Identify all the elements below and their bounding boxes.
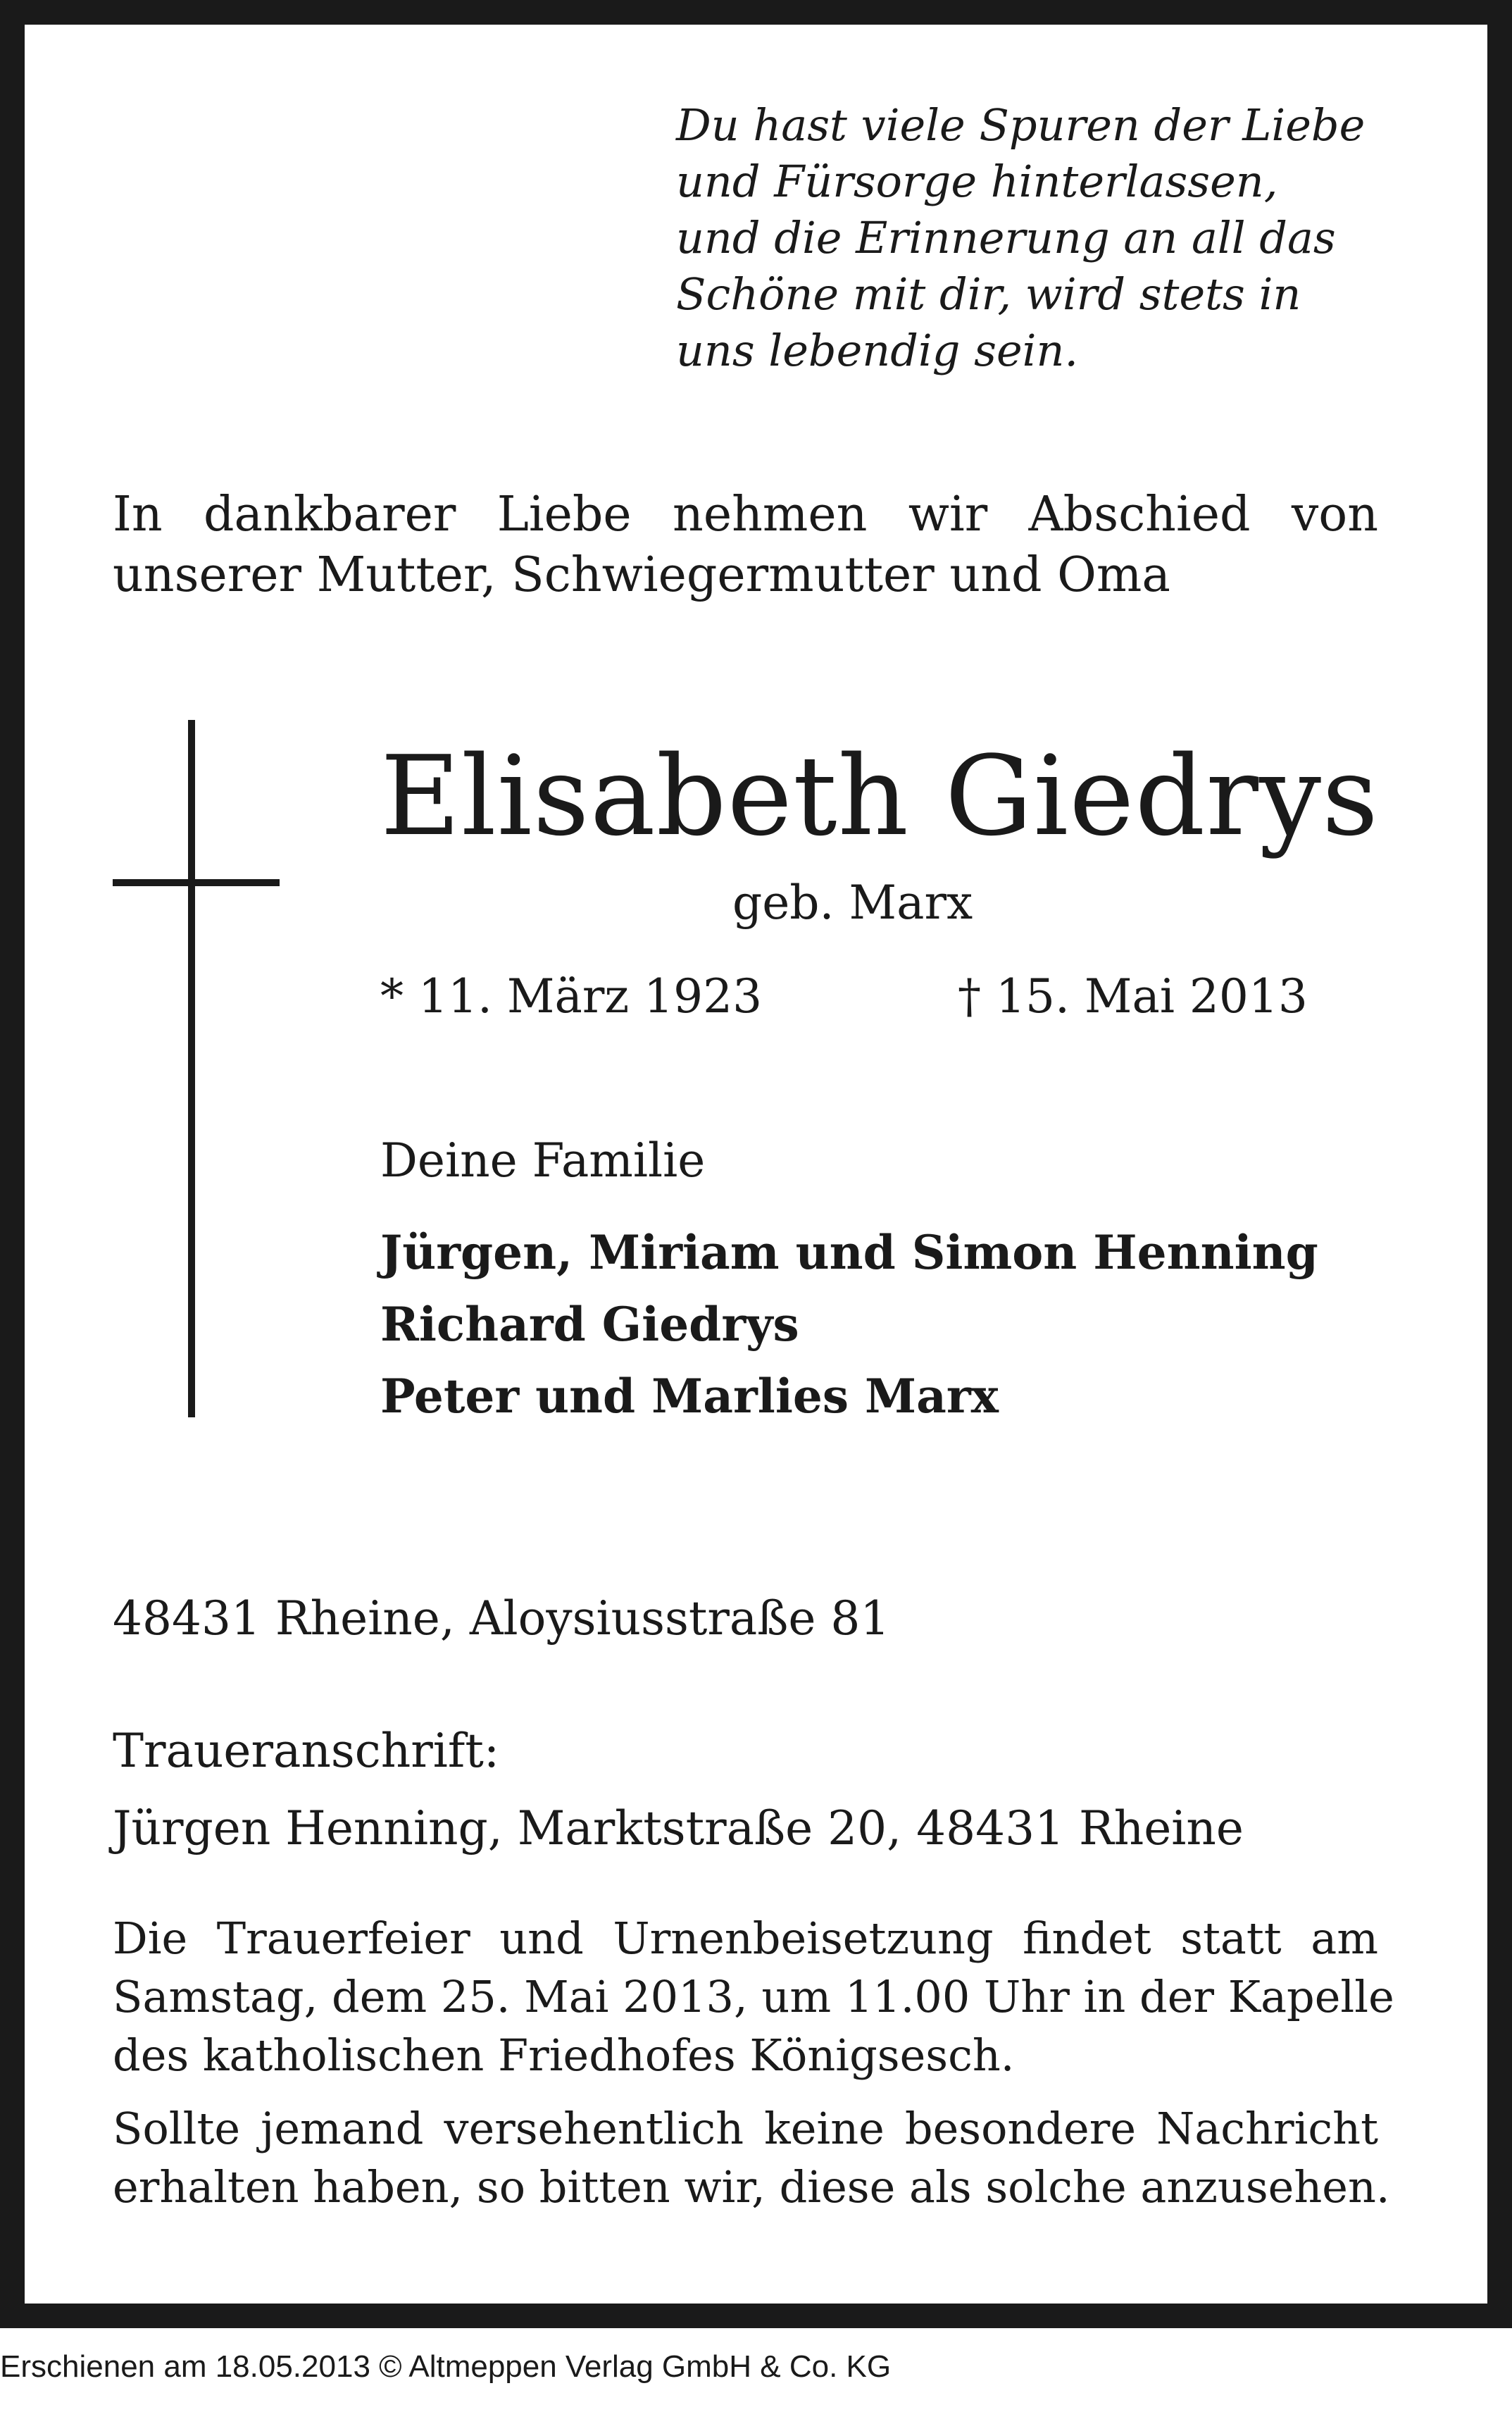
publication-footer: Erschienen am 18.05.2013 © Altmeppen Verlag GmbH & Co. KG — [0, 2349, 892, 2384]
mourning-address-label: Traueranschrift: — [113, 1724, 500, 1778]
poem-line: und Fürsorge hinterlassen, — [676, 156, 1278, 207]
birth-date: * 11. März 1923 — [380, 969, 763, 1024]
notice-line: erhalten haben, so bitten wir, diese als solche anzusehen. — [113, 2161, 1390, 2213]
poem-verse — [676, 97, 1408, 379]
death-date: † 15. Mai 2013 — [958, 969, 1308, 1024]
mourning-address: Jürgen Henning, Marktstraße 20, 48431 Rheine — [113, 1801, 1244, 1855]
ceremony-paragraph — [113, 1909, 1394, 2084]
ceremony-line: Samstag, dem 25. Mai 2013, um 11.00 Uhr in der Kapelle — [113, 1971, 1394, 2022]
birth-name: geb. Marx — [732, 876, 973, 930]
family-member: Richard Giedrys — [380, 1297, 799, 1352]
poem-line: Schöne mit dir, wird stets in — [676, 268, 1301, 320]
cross-icon-crossbar — [113, 879, 280, 886]
notice-paragraph — [113, 2099, 1390, 2216]
family-label: Deine Familie — [380, 1133, 706, 1188]
poem-line: Du hast viele Spuren der Liebe — [676, 99, 1366, 151]
intro-line: unserer Mutter, Schwiegermutter und Oma — [113, 547, 1170, 603]
notice-line: Sollte jemand versehentlich keine besondere Nachricht — [113, 2103, 1378, 2154]
intro-text — [113, 485, 1378, 606]
family-member: Peter und Marlies Marx — [380, 1369, 999, 1424]
poem-line: uns lebendig sein. — [676, 325, 1079, 376]
deceased-name: Elisabeth Giedrys — [380, 732, 1380, 860]
ceremony-line: Die Trauerfeier und Urnenbeisetzung findet statt am — [113, 1913, 1378, 1964]
intro-line: In dankbarer Liebe nehmen wir Abschied von — [113, 487, 1378, 542]
family-address: 48431 Rheine, Aloysiusstraße 81 — [113, 1591, 890, 1646]
family-member: Jürgen, Miriam und Simon Henning — [380, 1225, 1318, 1280]
poem-line: und die Erinnerung an all das — [676, 212, 1336, 263]
ceremony-line: des katholischen Friedhofes Königsesch. — [113, 2029, 1015, 2081]
cross-icon — [188, 720, 195, 1417]
